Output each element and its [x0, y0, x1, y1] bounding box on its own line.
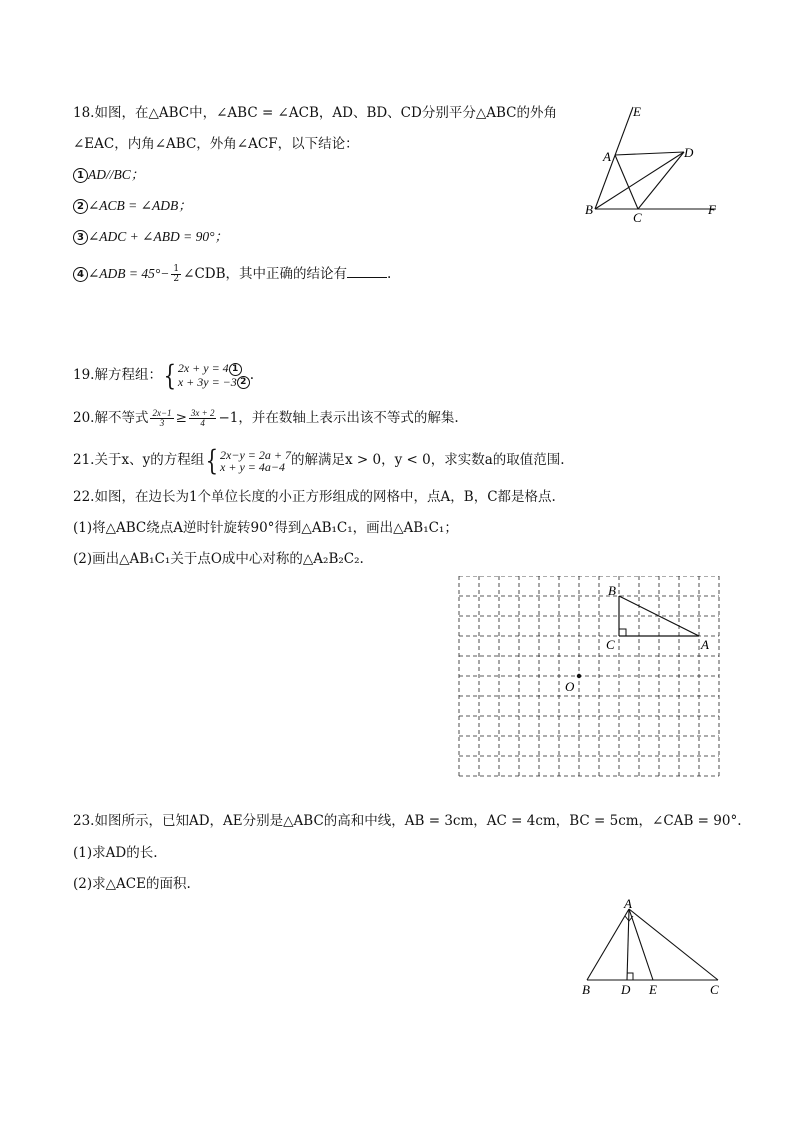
grid-label-A: A: [701, 637, 709, 652]
marker-3: 3: [73, 230, 88, 245]
q20-d2: 4: [200, 418, 205, 428]
q20-ge: ≥: [175, 410, 187, 426]
label-E: E: [633, 104, 641, 119]
q19-marker-2: 2: [237, 376, 250, 389]
label-C: C: [633, 210, 642, 225]
label-B: B: [585, 202, 593, 217]
marker-4: 4: [73, 267, 88, 282]
q23-line2: (1)求AD的长.: [73, 845, 158, 861]
q23-figure: [576, 896, 726, 1002]
q18-conclusion-3: [73, 227, 228, 247]
q22-line1: 22.如图，在边长为1个单位长度的小正方形组成的网格中，点A，B，C都是格点.: [73, 489, 556, 505]
q19-marker-1: 1: [229, 363, 242, 376]
q21: [73, 443, 565, 477]
q19: [73, 360, 254, 390]
q18-c4-prefix: ∠ADB = 45°−: [88, 266, 170, 281]
point-O: [577, 674, 581, 678]
grid-label-B: B: [608, 583, 616, 598]
q18-c2-text: ∠ACB = ∠ADB；: [88, 198, 192, 213]
answer-blank: [347, 265, 387, 278]
label-D: D: [684, 145, 694, 160]
q19-eq1: 2x + y = 4: [177, 360, 229, 375]
label-F: F: [708, 202, 716, 217]
marker-2: 2: [73, 199, 88, 214]
fig23-label-C: C: [710, 982, 719, 997]
q19-prefix: 19.解方程组：: [73, 367, 162, 383]
q18-c3-text: ∠ADC + ∠ABD = 90°；: [88, 229, 228, 244]
label-A: A: [603, 149, 611, 164]
fig23-label-A: A: [624, 896, 632, 911]
frac-num: 1: [173, 264, 180, 274]
q20-frac2: [189, 409, 217, 428]
q23-line3: (2)求△ACE的面积.: [73, 876, 191, 892]
q19-eq2: x + 3y = −3: [177, 374, 237, 389]
q21-eq2: x + y = 4a−4: [220, 459, 285, 474]
q20-d1: 3: [159, 418, 165, 428]
q23-line1: 23.如图所示，已知AD，AE分别是△ABC的高和中线，AB = 3cm，AC = 4cm，BC = 5cm，∠CAB = 90°.: [73, 813, 742, 829]
q19-system: [178, 362, 250, 390]
fig23-label-E: E: [649, 982, 657, 997]
q22-line2: (1)将△ABC绕点A逆时针旋转90°得到△AB₁C₁，画出△AB₁C₁；: [73, 520, 458, 536]
q20-n1: 2x−1: [152, 408, 172, 418]
q20-frac1: [150, 409, 173, 428]
q21-brace: {: [205, 443, 219, 477]
q18-conclusion-1: [73, 165, 144, 185]
grid-label-O: O: [565, 679, 575, 694]
q20-n2: 3x + 2: [190, 408, 215, 418]
frac-den: 2: [173, 274, 180, 284]
q21-suffix: 的解满足x > 0，y < 0，求实数a的取值范围.: [291, 452, 565, 468]
q20: [73, 405, 459, 431]
q22-line3: (2)画出△AB₁C₁关于点O成中心对称的△A₂B₂C₂.: [73, 551, 364, 567]
q18-conclusion-4: [73, 264, 391, 284]
fig23-label-B: B: [582, 982, 590, 997]
q20-rest: −1，并在数轴上表示出该不等式的解集.: [218, 410, 459, 426]
q19-end: .: [249, 367, 255, 383]
q18-line1: 18.如图，在△ABC中，∠ABC = ∠ACB，AD、BD、CD分别平分△ABC的外角: [73, 105, 557, 121]
q21-eq1: 2x−y = 2a + 7: [220, 447, 291, 462]
grid-lines: [459, 576, 719, 776]
q20-prefix: 20.解不等式: [73, 410, 149, 426]
q19-brace: {: [163, 358, 177, 392]
fig23-label-D: D: [621, 982, 631, 997]
q18-c4-end: .: [387, 266, 392, 282]
q18-fraction: [171, 265, 181, 284]
marker-1: 1: [73, 168, 88, 183]
q18-line2: ∠EAC，内角∠ABC，外角∠ACF，以下结论：: [73, 136, 359, 152]
q18-c4-suffix: ∠CDB，其中正确的结论有: [183, 266, 348, 282]
q21-prefix: 21.关于x、y的方程组: [73, 452, 205, 468]
q18-conclusion-2: [73, 196, 192, 216]
q21-system: [220, 449, 291, 473]
grid-label-C: C: [606, 637, 615, 652]
q18-c1-text: AD//BC；: [88, 167, 145, 182]
q22-grid-figure: [458, 576, 722, 780]
q18-figure: [580, 100, 730, 230]
